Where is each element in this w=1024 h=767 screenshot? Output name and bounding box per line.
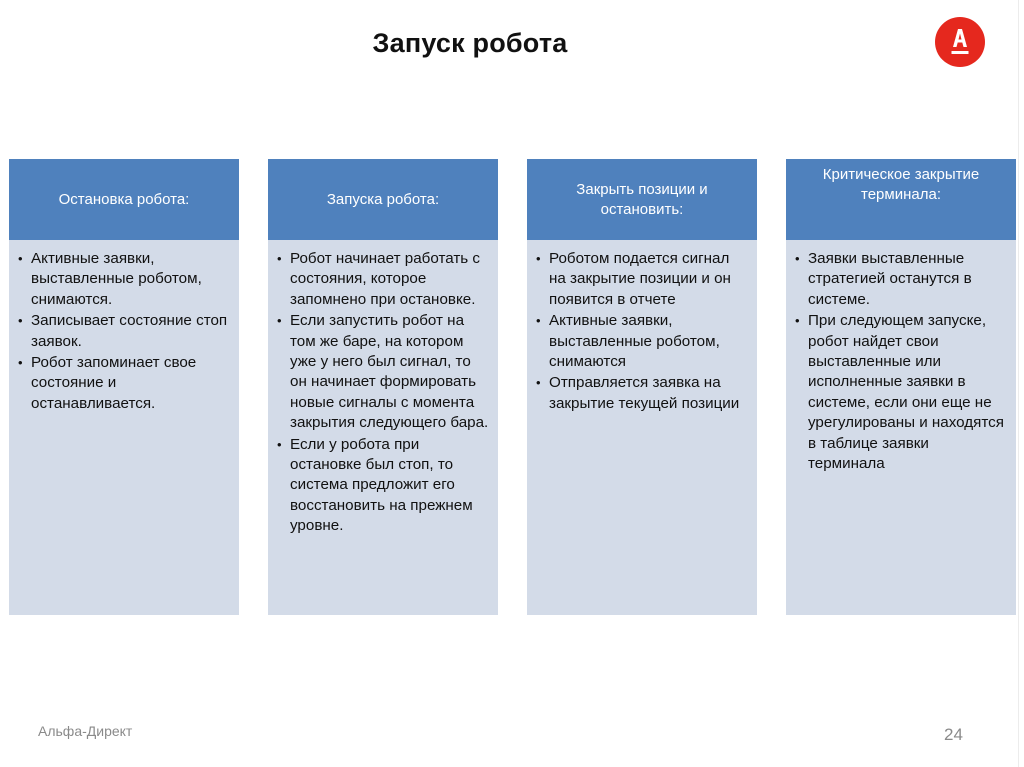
column-body bbox=[9, 240, 239, 414]
slide-title: Запуск робота bbox=[372, 28, 568, 58]
bullet-list bbox=[276, 249, 490, 537]
column-close-positions bbox=[527, 159, 757, 615]
list-item: • При следующем запуске, робот найдет свои выставленные или исполненные заявки в системе, если они еще не урегулированы и находятся в таблице заявки терминала bbox=[795, 312, 1004, 473]
list-item: • Если запустить робот на том же баре, на котором уже у него был сигнал, то он начинает формировать новые сигналы с момента закрытия следующего бара. bbox=[277, 312, 489, 432]
bullet-icon: • bbox=[536, 251, 541, 266]
bullet-icon: • bbox=[795, 251, 800, 266]
bullet-icon: • bbox=[795, 313, 800, 329]
column-critical-close bbox=[786, 159, 1016, 615]
slide-frame-line bbox=[1018, 0, 1019, 767]
column-header bbox=[9, 159, 239, 240]
column-body bbox=[786, 240, 1016, 474]
column-title: Критическое закрытие терминала: bbox=[822, 166, 980, 203]
bullet-icon: • bbox=[277, 313, 282, 329]
list-item: • Активные заявки, выставленные роботом, снимаются. bbox=[18, 250, 202, 308]
page-number: 24 bbox=[944, 725, 963, 744]
column-title: Остановка робота: bbox=[58, 190, 190, 208]
column-title: Запуска робота: bbox=[326, 190, 440, 208]
bullet-icon: • bbox=[536, 313, 541, 329]
footer-brand: Альфа-Директ bbox=[38, 723, 133, 739]
column-header bbox=[527, 159, 757, 240]
letter-a-icon bbox=[945, 25, 975, 59]
list-item: • Активные заявки, выставленные роботом, снимаются bbox=[536, 312, 720, 371]
list-item: • Заявки выставленные стратегией останутся в системе. bbox=[795, 250, 972, 308]
bullet-icon: • bbox=[277, 251, 282, 266]
column-title: Закрыть позиции и остановить: bbox=[576, 180, 708, 218]
bullet-icon: • bbox=[18, 313, 23, 329]
list-item: • Записывает состояние стоп заявок. bbox=[18, 312, 228, 350]
alfa-bank-logo-icon bbox=[935, 17, 985, 67]
bullet-list bbox=[794, 249, 1008, 474]
column-header bbox=[786, 159, 1016, 240]
bullet-icon: • bbox=[277, 436, 282, 452]
column-header bbox=[268, 159, 498, 240]
list-item: • Роботом подается сигнал на закрытие позиции и он появится в отчете bbox=[536, 250, 731, 308]
bullet-icon: • bbox=[18, 251, 23, 266]
bullet-list bbox=[535, 249, 749, 414]
list-item: • Робот начинает работать с состояния, которое запомнено при остановке. bbox=[277, 250, 481, 308]
bullet-icon: • bbox=[536, 375, 541, 391]
column-start-robot bbox=[268, 159, 498, 615]
column-body bbox=[527, 240, 757, 414]
bullet-icon: • bbox=[18, 355, 23, 371]
column-body bbox=[268, 240, 498, 537]
list-item: • Если у робота при остановке был стоп, то система предложит его восстановить на прежнем уровне. bbox=[277, 435, 473, 535]
column-stop-robot bbox=[9, 159, 239, 615]
list-item: • Отправляется заявка на закрытие текущей позиции bbox=[536, 374, 740, 412]
list-item: • Робот запоминает свое состояние и останавливается. bbox=[18, 354, 197, 412]
bullet-list bbox=[17, 249, 231, 414]
